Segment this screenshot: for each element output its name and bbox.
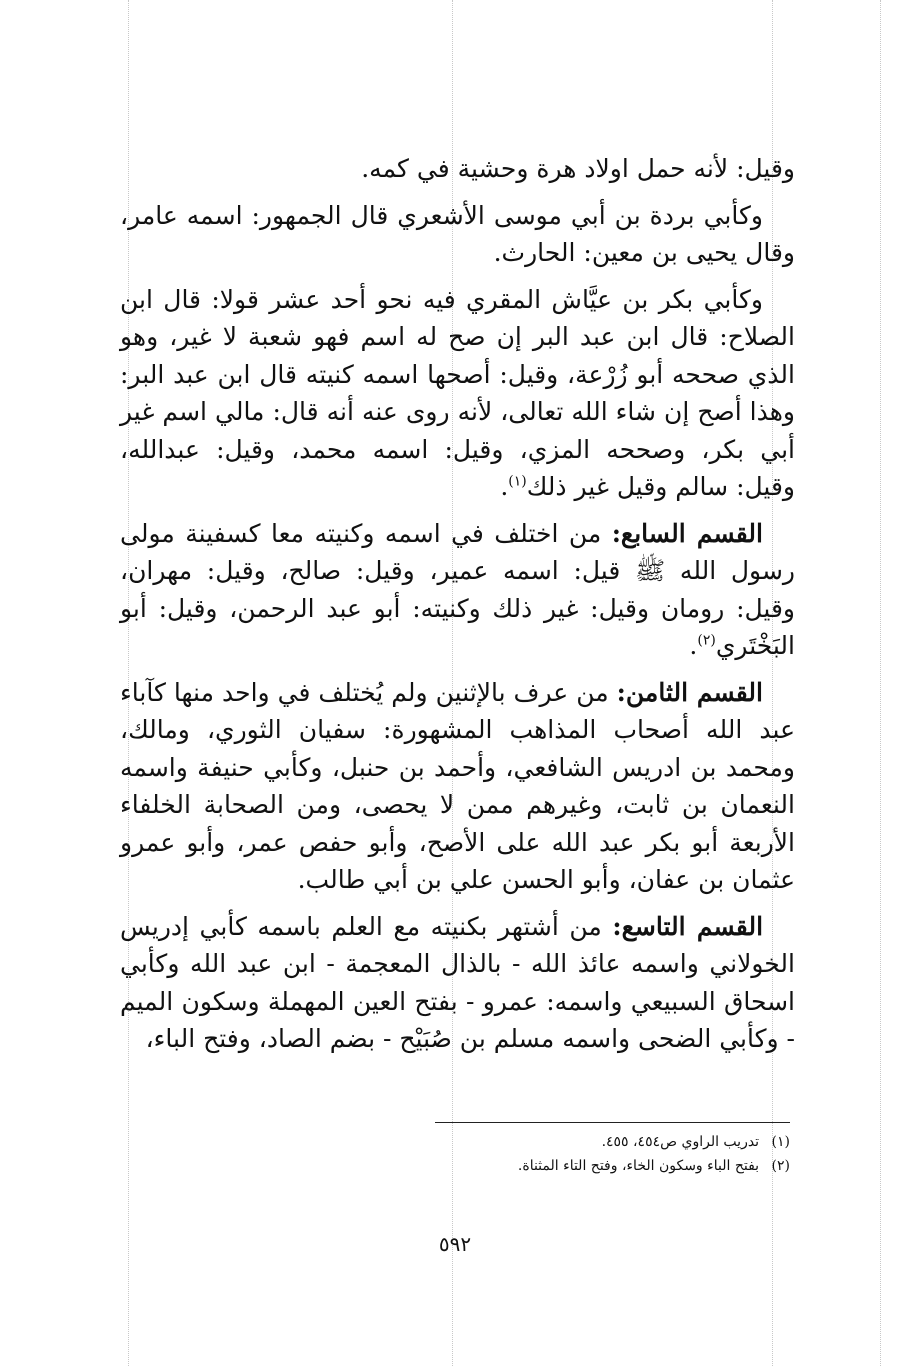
paragraph-text: وكأبي بردة بن أبي موسى الأشعري قال الجمهور: اسمه عامر، وقال يحيى بن معين: الحارث. — [120, 200, 795, 267]
footnote-divider — [435, 1122, 790, 1123]
paragraph-6 — [120, 908, 795, 1058]
paragraph-text: من عرف بالإثنين ولم يُختلف في واحد منها كآباء عبد الله أصحاب المذاهب المشهورة: سفيان الثوري، ومالك، ومحمد بن ادريس الشافعي، وأحمد بن حنبل، وكأبي حنيفة واسمه النعمان بن ثابت، وغيرهم ممن لا يحصى، ومن الصحابة الخلفاء الأربعة أبو بكر عبد الله على الأصح، وأبو حفص عمر، وأبو عمرو عثمان بن عفان، وأبو الحسن علي بن أبي طالب. — [120, 677, 795, 894]
section-heading-9: القسم التاسع: — [612, 911, 764, 941]
footnote-ref-2: (٢) — [697, 632, 716, 649]
paragraph-text: من اختلف في اسمه وكنيته معا كسفينة مولى رسول الله ﷺ قيل: اسمه عمير، وقيل: صالح، وقيل: مهران، وقيل: رومان وقيل: غير ذلك وكنيته: أبو عبد الرحمن، وقيل: أبو البَخْتَري — [120, 518, 795, 660]
paragraph-text: وقيل: لأنه حمل اولاد هرة وحشية في كمه. — [361, 154, 795, 183]
footnote-number: (٢) — [771, 1158, 790, 1174]
paragraph-end: . — [689, 631, 698, 660]
paragraph-text: وكأبي بكر بن عيَّاش المقري فيه نحو أحد عشر قولا: قال ابن الصلاح: قال ابن عبد البر إن صح له اسم فهو شعبة لا غير، وهو الذي صححه أبو زُرْعة، وقيل: أصحها اسمه كنيته قال ابن عبد البر: وهذا أصح إن شاء الله تعالى، لأنه روى عنه أنه قال: مالي اسم غير أبي بكر، وصححه المزي، وقيل: اسمه محمد، وقيل: عبدالله، وقيل: سالم وقيل غير ذلك — [120, 284, 795, 501]
footnote-1 — [130, 1130, 790, 1154]
paragraph-end: . — [500, 472, 509, 501]
footnote-2 — [130, 1154, 790, 1178]
paragraph-5 — [120, 674, 795, 899]
section-heading-8: القسم الثامن: — [616, 677, 763, 707]
paragraph-2 — [120, 197, 795, 272]
footnote-ref-1: (١) — [508, 473, 527, 490]
section-heading-7: القسم السابع: — [611, 518, 763, 548]
footnote-number: (١) — [771, 1134, 790, 1150]
footnotes — [130, 1130, 790, 1178]
paragraph-text: من أشتهر بكنيته مع العلم باسمه كأبي إدريس الخولاني واسمه عائذ الله - بالذال المعجمة - ابن عبد الله وكأبي اسحاق السبيعي واسمه: عمرو - بفتح العين المهملة وسكون الميم - وكأبي الضحى واسمه مسلم بن صُبَيْح - بضم الصاد، وفتح الباء، — [120, 911, 795, 1053]
main-text — [120, 150, 795, 1067]
scan-artifact-line — [880, 0, 881, 1366]
page-number: ٥٩٢ — [438, 1232, 472, 1256]
footnote-text: تدريب الراوي ص٤٥٤، ٤٥٥. — [601, 1134, 760, 1150]
paragraph-1 — [120, 150, 795, 188]
paragraph-4 — [120, 515, 795, 665]
paragraph-3 — [120, 281, 795, 506]
footnote-text: بفتح الباء وسكون الخاء، وفتح التاء المثناة. — [517, 1158, 760, 1174]
